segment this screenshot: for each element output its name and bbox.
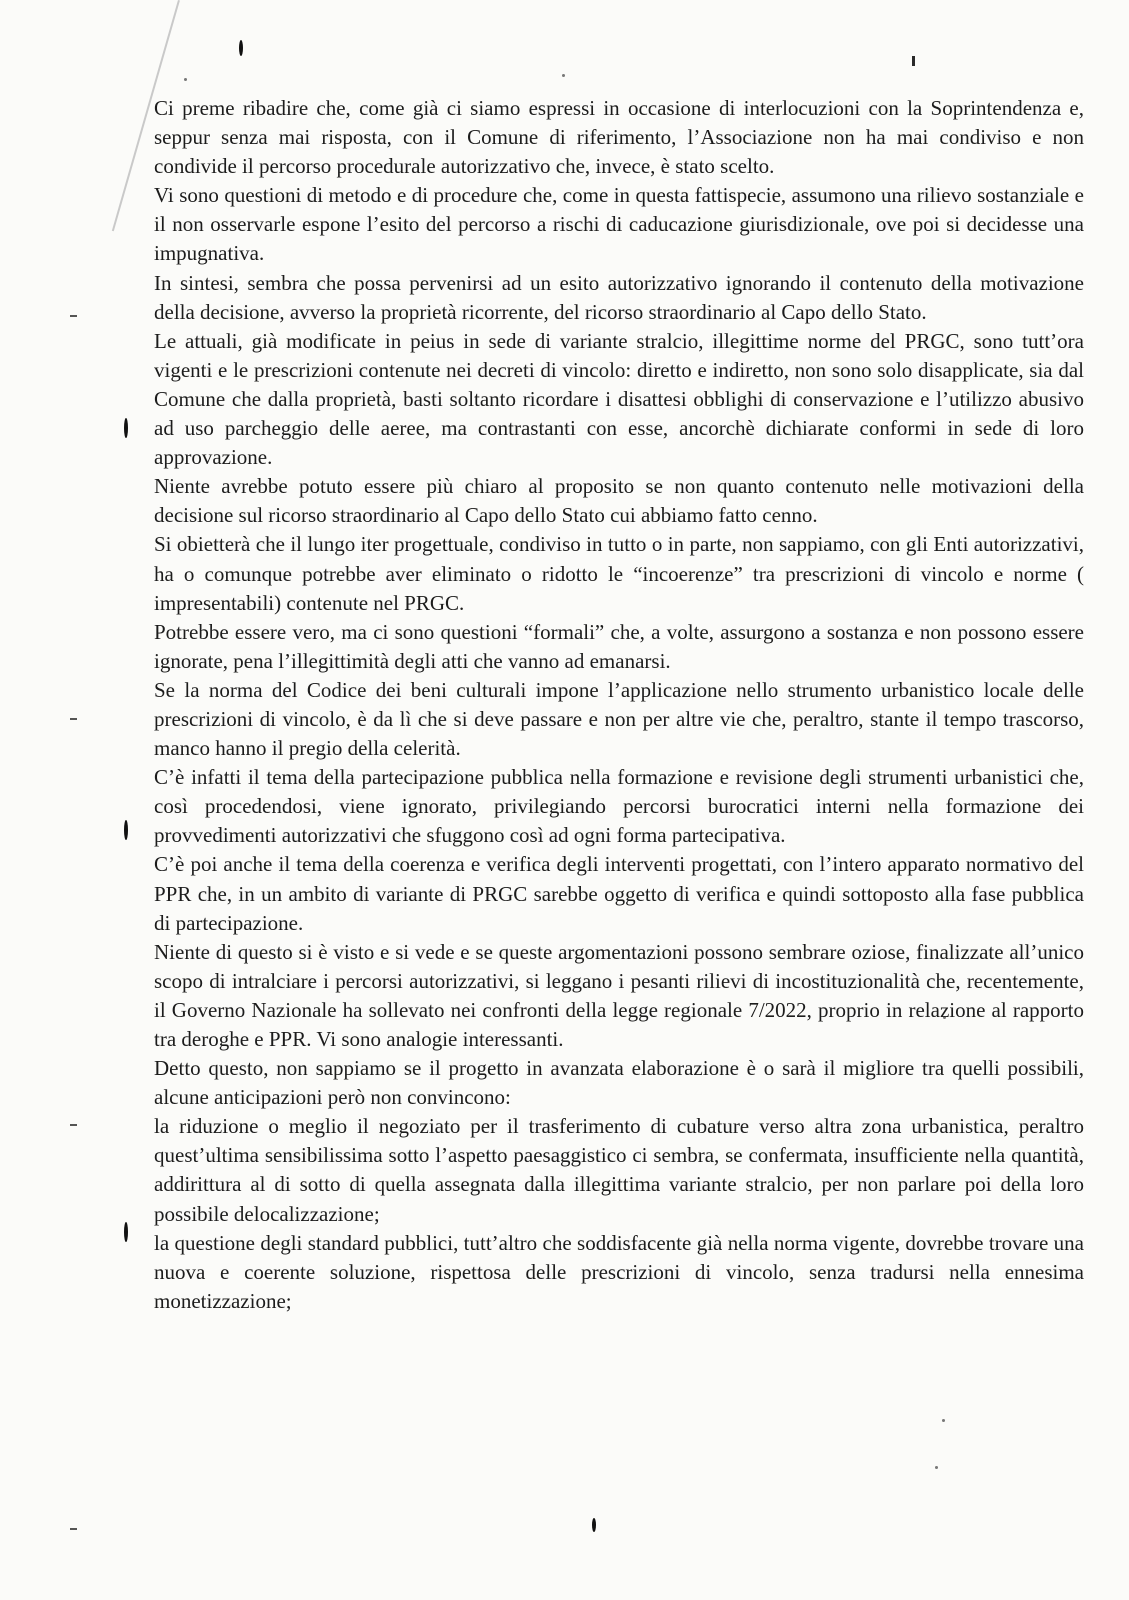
paragraph: In sintesi, sembra che possa pervenirsi ad un esito autorizzativo ignorando il contenuto della motivazione della decisione, avverso la proprietà ricorrente, del ricorso straordinario al Capo dello Stato. — [154, 270, 1084, 324]
list-item: la riduzione o meglio il negoziato per il trasferimento di cubature verso altra zona urbanistica, peraltro quest’ultima sensibilissima sotto l’aspetto paesaggistico ci sembra, se confermata, insufficiente nella quantità, addirittura al di sotto di quella assegnata dalla illegittima variante stralcio, per non parlare poi della loro possibile delocalizzazione; — [154, 1114, 1084, 1226]
ink-mark — [239, 40, 243, 56]
speck — [935, 1466, 938, 1469]
ink-mark — [912, 56, 915, 66]
margin-dash — [70, 1528, 77, 1530]
margin-dash — [70, 718, 77, 720]
ink-mark — [592, 1518, 596, 1532]
paragraph: Si obietterà che il lungo iter progettuale, condiviso in tutto o in parte, non sappiamo, con gli Enti autorizzativi, ha o comunque potrebbe aver eliminato o ridotto le “incoerenze” tra prescrizioni di vincolo e norme ( impresentabili) contenute nel PRGC. — [154, 532, 1084, 615]
paragraph: Niente di questo si è visto e si vede e se queste argomentazioni possono sembrare oziose, finalizzate all’unico scopo di intralciare i percorsi autorizzativi, si leggano i pesanti rilievi di incostituzionalità che, recentemente, il Governo Nazionale ha sollevato nei confronti della legge regionale 7/2022, proprio in relazione al rapporto tra deroghe e PPR. Vi sono analogie interessanti. — [154, 939, 1084, 1051]
margin-ink-mark — [124, 1222, 128, 1242]
speck — [184, 78, 187, 81]
list-item: la questione degli standard pubblici, tutt’altro che soddisfacente già nella norma vigente, dovrebbe trovare una nuova e coerente soluzione, rispettosa delle prescrizioni di vincolo, senza tradursi nella ennesima monetizzazione; — [154, 1230, 1084, 1313]
speck — [942, 1419, 945, 1422]
paragraph: C’è infatti il tema della partecipazione pubblica nella formazione e revisione degli strumenti urbanistici che, così procedendosi, viene ignorato, privilegiando percorsi burocratici interni nella formazione dei provvedimenti autorizzativi che sfuggono così ad ogni forma partecipativa. — [154, 765, 1084, 848]
paragraph: Vi sono questioni di metodo e di procedure che, come in questa fattispecie, assumono una rilievo sostanziale e il non osservarle espone l’esito del percorso a rischi di caducazione giurisdizionale, ove poi si decidesse una impugnativa. — [154, 183, 1084, 266]
margin-dash — [70, 315, 77, 317]
speck — [562, 74, 565, 77]
letter-body — [154, 94, 1084, 1316]
paragraph: Se la norma del Codice dei beni culturali impone l’applicazione nello strumento urbanistico locale delle prescrizioni di vincolo, è da lì che si deve passare e non per altre vie che, peraltro, stante il tempo trascorso, manco hanno il pregio della celerità. — [154, 677, 1084, 761]
margin-dash — [70, 1124, 77, 1126]
margin-ink-mark — [124, 418, 128, 438]
paragraph: Potrebbe essere vero, ma ci sono questioni “formali” che, a volte, assurgono a sostanza e non possono essere ignorate, pena l’illegittimità degli atti che vanno ad emanarsi. — [154, 619, 1084, 673]
margin-ink-mark — [124, 820, 128, 840]
paragraph: Le attuali, già modificate in peius in sede di variante stralcio, illegittime norme del PRGC, sono tutt’ora vigenti e le prescrizioni contenute nei decreti di vincolo: diretto e indiretto, non sono solo disapplicate, sia dal Comune che dalla proprietà, basti soltanto ricordare i disattesi obblighi di conservazione e l’utilizzo abusivo ad uso parcheggio delle aeree, ma contrastanti con esse, ancorchè dichiarate conformi in sede di loro approvazione. — [154, 328, 1084, 470]
paragraph: Ci preme ribadire che, come già ci siamo espressi in occasione di interlocuzioni con la Soprintendenza e, seppur senza mai risposta, con il Comune di riferimento, l’Associazione non ha mai condiviso e non condivide il percorso procedurale autorizzativo che, invece, è stato scelto. — [154, 96, 1084, 179]
paragraph: Detto questo, non sappiamo se il progetto in avanzata elaborazione è o sarà il migliore tra quelli possibili, alcune anticipazioni però non convincono: — [154, 1056, 1084, 1110]
paragraph: Niente avrebbe potuto essere più chiaro al proposito se non quanto contenuto nelle motivazioni della decisione sul ricorso straordinario al Capo dello Stato cui abbiamo fatto cenno. — [154, 474, 1084, 528]
paragraph: C’è poi anche il tema della coerenza e verifica degli interventi progettati, con l’intero apparato normativo del PPR che, in un ambito di variante di PRGC sarebbe oggetto di verifica e quindi sottoposto alla fase pubblica di partecipazione. — [154, 852, 1084, 935]
